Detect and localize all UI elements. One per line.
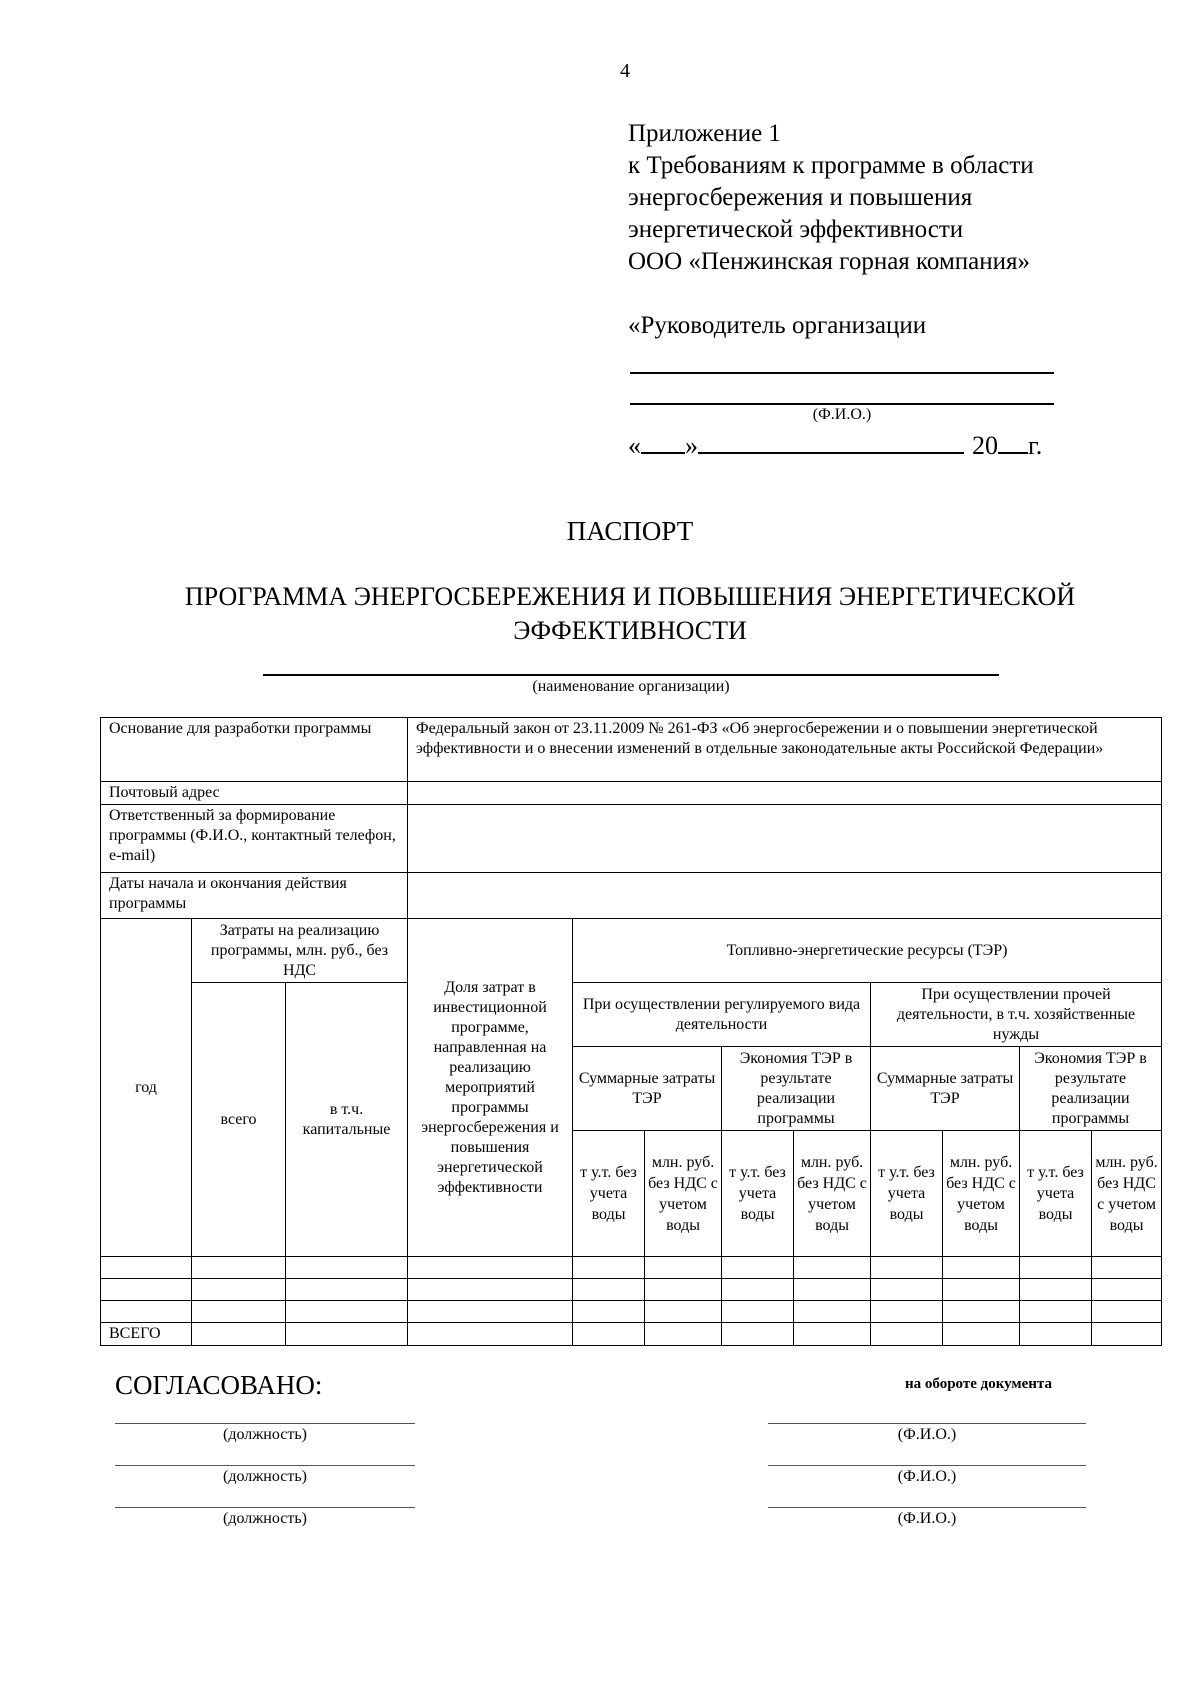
organization-caption: (наименование организации) <box>532 678 730 695</box>
agreed-title: СОГЛАСОВАНО: <box>115 1370 323 1400</box>
position-caption: (должность) <box>223 1510 307 1527</box>
fio-caption: (Ф.И.О.) <box>897 1468 957 1485</box>
program-title <box>100 580 1160 648</box>
header-investment-share: Доля затрат в инвестиционной программе, направленная на реализацию мероприятий программы энергосбережения и повышения энергетической эффективности <box>408 919 573 1257</box>
position-caption: (должность) <box>223 1468 307 1485</box>
appendix-line: к Требованиям к программе в области <box>628 152 1034 179</box>
total-label: ВСЕГО <box>101 1323 192 1346</box>
day-blank <box>641 430 685 454</box>
responsible-person-value <box>408 805 1162 873</box>
fio-caption: (Ф.И.О.) <box>897 1510 957 1527</box>
appendix-block <box>628 118 1034 278</box>
program-title-line: ЭФФЕКТИВНОСТИ <box>513 616 747 645</box>
header-costs-total: всего <box>192 983 286 1257</box>
fio-caption: (Ф.И.О.) <box>812 406 872 423</box>
header-mln-rub: млн. руб. без НДС с учетом воды <box>794 1131 871 1257</box>
header-costs-capital: в т.ч. капитальные <box>286 983 408 1257</box>
header-fer-savings: Экономия ТЭР в результате реализации программы <box>1020 1047 1162 1131</box>
position-caption: (должность) <box>223 1426 307 1443</box>
appendix-line: ООО «Пенжинская горная компания» <box>628 248 1030 275</box>
month-blank <box>698 430 964 454</box>
year-blank <box>998 430 1028 454</box>
position-line <box>115 1465 415 1466</box>
document-title: ПАСПОРТ <box>566 516 694 546</box>
fio-line <box>768 1507 1086 1508</box>
header-tut: т у.т. без учета воды <box>722 1131 794 1257</box>
responsible-person-label: Ответственный за формирование программы (Ф.И.О., контактный телефон, e-mail) <box>101 805 408 873</box>
header-other-activity: При осуществлении прочей деятельности, в т.ч. хозяйственные нужды <box>871 983 1162 1047</box>
table-row <box>101 1257 1162 1279</box>
header-mln-rub: млн. руб. без НДС с учетом воды <box>645 1131 722 1257</box>
year-prefix: 20 <box>972 431 998 460</box>
appendix-line: энергосбережения и повышения <box>628 184 973 211</box>
appendix-line: энергетической эффективности <box>628 216 964 243</box>
table-row <box>101 1301 1162 1323</box>
page-number: 4 <box>620 60 630 82</box>
fio-caption: (Ф.И.О.) <box>897 1426 957 1443</box>
year-suffix: г. <box>1028 431 1043 460</box>
program-title-line: ПРОГРАММА ЭНЕРГОСБЕРЕЖЕНИЯ И ПОВЫШЕНИЯ ЭНЕРГЕТИЧЕСКОЙ <box>184 582 1076 611</box>
head-of-organization-label: «Руководитель организации <box>628 312 927 339</box>
program-dates-label: Даты начала и окончания действия программы <box>101 873 408 919</box>
header-total-fer-costs: Суммарные затраты ТЭР <box>573 1047 722 1131</box>
header-fuel-energy-resources: Топливно-энергетические ресурсы (ТЭР) <box>573 919 1162 983</box>
position-line <box>115 1423 415 1424</box>
header-fer-savings: Экономия ТЭР в результате реализации программы <box>722 1047 871 1131</box>
header-tut: т у.т. без учета воды <box>573 1131 645 1257</box>
header-mln-rub: млн. руб. без НДС с учетом воды <box>1092 1131 1162 1257</box>
basis-value: Федеральный закон от 23.11.2009 № 261-ФЗ «Об энергосбережении и о повышении энергетической эффективности и о внесении изменений в отдельные законодательные акты Российской Федерации» <box>408 718 1162 782</box>
position-line <box>115 1507 415 1508</box>
date-close-quote: » <box>685 431 698 460</box>
program-dates-value <box>408 873 1162 919</box>
total-row <box>101 1323 1162 1346</box>
passport-table <box>100 717 1162 1346</box>
header-tut: т у.т. без учета воды <box>1020 1131 1092 1257</box>
organization-name-line <box>263 674 999 676</box>
table-row <box>101 1279 1162 1301</box>
header-costs: Затраты на реализацию программы, млн. руб., без НДС <box>192 919 408 983</box>
reverse-side-note: на обороте документа <box>905 1376 1053 1392</box>
fio-line <box>768 1465 1086 1466</box>
postal-address-label: Почтовый адрес <box>101 782 408 805</box>
date-open-quote: « <box>628 431 641 460</box>
header-year: год <box>101 919 192 1257</box>
fio-line <box>768 1423 1086 1424</box>
basis-label: Основание для разработки программы <box>101 718 408 782</box>
appendix-line: Приложение 1 <box>628 120 781 147</box>
header-mln-rub: млн. руб. без НДС с учетом воды <box>943 1131 1020 1257</box>
header-total-fer-costs: Суммарные затраты ТЭР <box>871 1047 1020 1131</box>
signature-line <box>630 372 1054 374</box>
postal-address-value <box>408 782 1162 805</box>
approval-date-line <box>628 430 1042 461</box>
header-regulated-activity: При осуществлении регулируемого вида деятельности <box>573 983 871 1047</box>
signature-line <box>630 403 1054 405</box>
header-tut: т у.т. без учета воды <box>871 1131 943 1257</box>
